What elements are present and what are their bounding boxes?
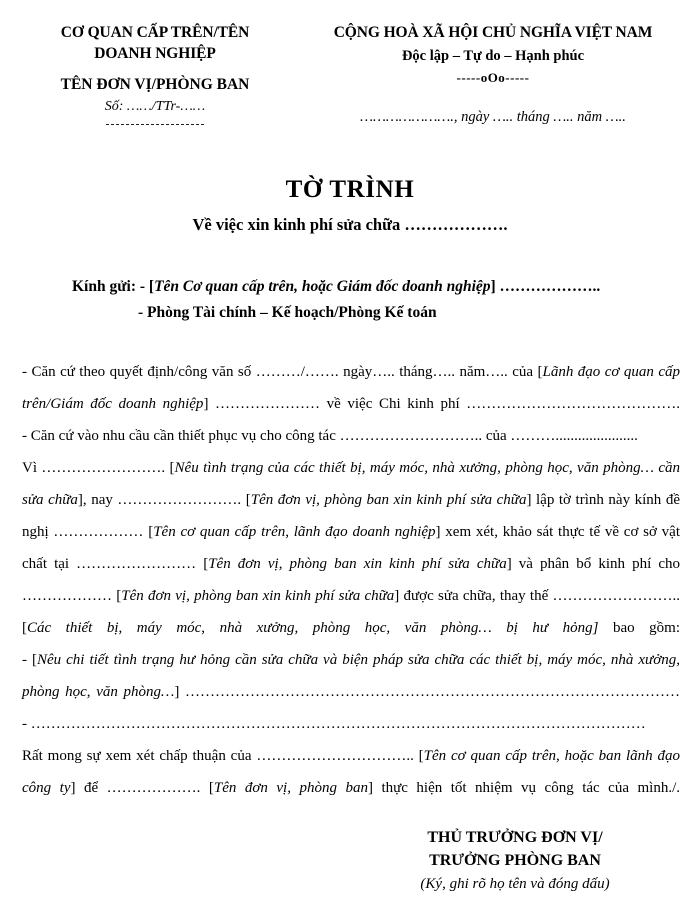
body-paragraph-main (22, 452, 680, 644)
recipients-block (0, 274, 700, 326)
p3-text-d: ] xem xét, khảo sát thực tế về cơ sở vật chất tại …………………… [ (22, 524, 680, 572)
body-paragraph-blank-item: - …………………………………………………………………………………………………………… (22, 716, 646, 732)
document-body (0, 356, 700, 804)
p3-text-a: Vì ……………………. [ (22, 460, 175, 476)
issuing-unit-line: TÊN ĐƠN VỊ/PHÒNG BAN (60, 76, 250, 93)
p4-text-b: ] ……………………………………………………………………………………… (174, 684, 681, 700)
document-header (0, 0, 700, 127)
p6-text-b: ] để ………………. [ (70, 780, 214, 796)
p3-placeholder-1: Nêu tình trạng của các thiết bị, máy móc, nhà xưởng, phòng học, văn phòng… cần sửa chữa (22, 460, 680, 508)
issuing-organization-line-1: CƠ QUAN CẤP TRÊN/TÊN (60, 24, 250, 41)
body-paragraph-basis-2: - Căn cứ vào nhu cầu cần thiết phục vụ cho công tác ……………………….. của ………...................... (22, 428, 638, 444)
place-date-line: …………………., ngày ….. tháng ….. năm ….. (360, 109, 626, 125)
p3-placeholder-5: Tên đơn vị, phòng ban xin kinh phí sửa chữa (121, 588, 395, 604)
p1-text-a: - Căn cứ theo quyết định/công văn số ………/……. ngày….. tháng….. năm….. của [ (22, 364, 543, 380)
body-paragraph-closing (22, 740, 680, 804)
national-motto: Độc lập – Tự do – Hạnh phúc (401, 48, 585, 64)
p6-placeholder-1: Tên cơ quan cấp trên, hoặc ban lãnh đạo công ty (22, 748, 680, 796)
issuing-organization-line-2: DOANH NGHIỆP (94, 45, 216, 62)
recipient-line-2: - Phòng Tài chính – Kế hoạch/Phòng Kế toán (138, 304, 437, 321)
signatory-title-line-1: THỦ TRƯỞNG ĐƠN VỊ/ (427, 829, 603, 846)
p6-text-c: ] thực hiện tốt nhiệm vụ công tác của mình./. (367, 780, 680, 796)
p3-placeholder-6: Các thiết bị, máy móc, nhà xưởng, phòng học, văn phòng… bị hư hỏng] (27, 620, 599, 636)
body-paragraph-details (22, 644, 680, 708)
ornament-divider: -----oOo----- (456, 70, 530, 85)
recipient-line-1-tail: ] ……………….. (490, 278, 601, 295)
p1-text-b: ] ………………… về việc Chi kinh phí ……………………………………. (203, 396, 680, 412)
page-title: TỜ TRÌNH (285, 176, 415, 203)
p1-placeholder-1: Lãnh đạo cơ quan cấp trên/Giám đốc doanh nghiệp (22, 364, 680, 412)
recipient-label: Kính gửi: - [ (72, 278, 155, 295)
signatory-title-line-2: TRƯỞNG PHÒNG BAN (429, 852, 601, 869)
p3-placeholder-2: Tên đơn vị, phòng ban xin kinh phí sửa chữa (250, 492, 527, 508)
p6-placeholder-2: Tên đơn vị, phòng ban (213, 780, 368, 796)
signature-instruction: (Ký, ghi rõ họ tên và đóng dấu) (420, 876, 610, 892)
page-subtitle: Về việc xin kinh phí sửa chữa ………………. (192, 215, 508, 234)
title-block (0, 175, 700, 237)
signature-block (0, 826, 700, 896)
document-number-line: Số: ……/TTr-…… (104, 99, 206, 114)
body-paragraph-basis-1 (22, 356, 680, 420)
p3-placeholder-4: Tên đơn vị, phòng ban xin kinh phí sửa chữa (208, 556, 507, 572)
header-left-block (0, 22, 300, 125)
national-title: CỘNG HOÀ XÃ HỘI CHỦ NGHĨA VIỆT NAM (333, 24, 653, 41)
p6-text-a: Rất mong sự xem xét chấp thuận của ………………………….. [ (22, 748, 424, 764)
recipient-line-1 (72, 274, 700, 300)
p3-text-b: ], nay ……………………. [ (77, 492, 251, 508)
p3-text-c: ] lập tờ trình này kính đề nghị ……………… [ (22, 492, 681, 540)
header-dashed-divider (106, 124, 204, 125)
p4-text-a: - [ (22, 652, 37, 668)
header-right-block (300, 22, 700, 127)
p3-text-e: ] và phân bổ kinh phí cho ……………… [ (22, 556, 680, 604)
p4-placeholder-1: Nêu chi tiết tình trạng hư hỏng cần sửa chữa và biện pháp sửa chữa các thiết bị, máy móc, nhà xưởng, phòng học, văn phòng… (22, 652, 680, 700)
p3-text-f: ] được sửa chữa, thay thế …………………….. [ (22, 588, 680, 636)
p3-placeholder-3: Tên cơ quan cấp trên, lãnh đạo doanh nghiệp (153, 524, 436, 540)
recipient-placeholder-1: Tên Cơ quan cấp trên, hoặc Giám đốc doanh nghiệp (154, 278, 491, 295)
p3-text-g: bao gồm: (598, 620, 680, 636)
